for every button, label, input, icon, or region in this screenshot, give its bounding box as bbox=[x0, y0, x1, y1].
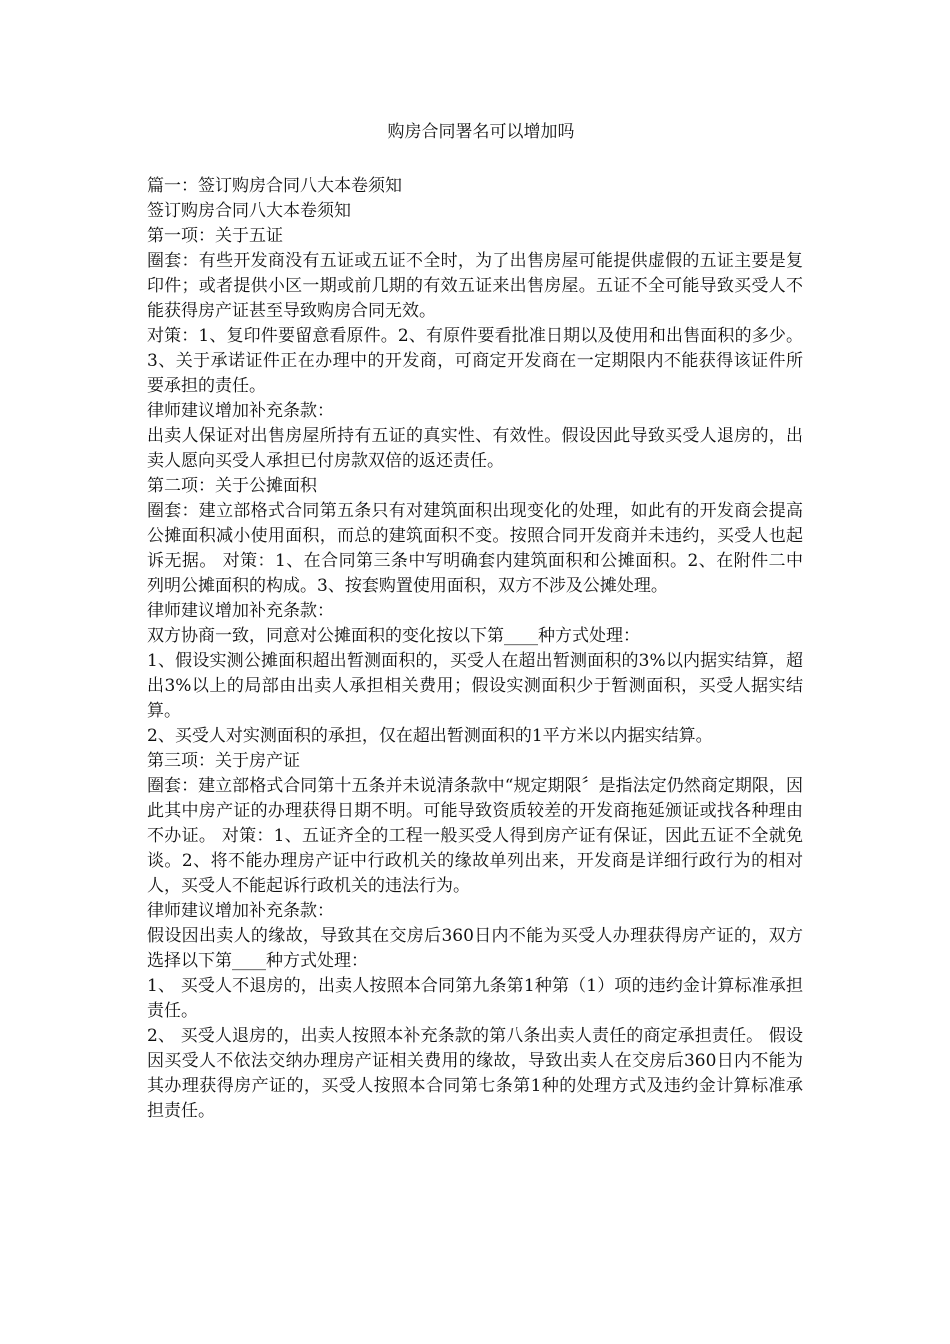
section-heading: 篇一：签订购房合同八大本卷须知 bbox=[147, 176, 402, 196]
paragraph: 圈套：有些开发商没有五证或五证不全时，为了出售房屋可能提供虚假的五证主要是复印件；或者提供小区一期或前几期的有效五证来出售房屋。五证不全可能导致买受人不能获得房产证甚至导致购房合同无效。 bbox=[147, 251, 803, 321]
document-title: 购房合同署名可以增加吗 bbox=[387, 122, 575, 142]
document-body bbox=[147, 174, 803, 1124]
item-heading: 第三项：关于房产证 bbox=[147, 751, 300, 771]
subheading: 签订购房合同八大本卷须知 bbox=[147, 201, 351, 221]
paragraph: 圈套：建立部格式合同第五条只有对建筑面积出现变化的处理，如此有的开发商会提高公摊面积减小使用面积，而总的建筑面积不变。按照合同开发商并未违约，买受人也起诉无据。 对策：1、在合同第三条中写明确套内建筑面积和公摊面积。2、在附件二中列明公摊面积的构成。3、按套购置使用面积，双方不涉及公摊处理。 bbox=[147, 501, 803, 596]
paragraph: 对策：1、复印件要留意看原件。2、有原件要看批准日期以及使用和出售面积的多少。3、关于承诺证件正在办理中的开发商，可商定开发商在一定期限内不能获得该证件所要承担的责任。 bbox=[147, 326, 803, 396]
paragraph: 出卖人保证对出售房屋所持有五证的真实性、有效性。假设因此导致买受人退房的，出卖人愿向买受人承担已付房款双倍的返还责任。 bbox=[147, 426, 803, 471]
clause-heading: 律师建议增加补充条款： bbox=[147, 901, 334, 921]
paragraph: 圈套：建立部格式合同第十五条并未说清条款中“规定期限〞是指法定仍然商定期限，因此其中房产证的办理获得日期不明。可能导致资质较差的开发商拖延颁证或找各种理由不办证。 对策：1、五证齐全的工程一般买受人得到房产证有保证，因此五证不全就免谈。2、将不能办理房产证中行政机关的缘故单列出来，开发商是详细行政行为的相对人，买受人不能起诉行政机关的违法行为。 bbox=[147, 776, 803, 896]
paragraph: 2、买受人对实测面积的承担，仅在超出暂测面积的1平方米以内据实结算。 bbox=[147, 726, 713, 746]
paragraph: 1、 买受人不退房的，出卖人按照本合同第九条第1种第（1）项的违约金计算标准承担责任。 bbox=[147, 976, 803, 1021]
paragraph: 2、 买受人退房的，出卖人按照本补充条款的第八条出卖人责任的商定承担责任。 假设因买受人不依法交纳办理房产证相关费用的缘故，导致出卖人在交房后360日内不能为其办理获得房产证的，买受人按照本合同第七条第1种的处理方式及违约金计算标准承担责任。 bbox=[147, 1026, 803, 1121]
item-heading: 第二项：关于公摊面积 bbox=[147, 476, 317, 496]
document-page bbox=[147, 120, 803, 1124]
paragraph: 1、假设实测公摊面积超出暂测面积的，买受人在超出暂测面积的3%以内据实结算，超出3%以上的局部由出卖人承担相关费用；假设实测面积少于暂测面积，买受人据实结算。 bbox=[147, 651, 803, 721]
clause-heading: 律师建议增加补充条款： bbox=[147, 601, 334, 621]
paragraph: 双方协商一致，同意对公摊面积的变化按以下第____种方式处理： bbox=[147, 626, 640, 646]
clause-heading: 律师建议增加补充条款： bbox=[147, 401, 334, 421]
item-heading: 第一项：关于五证 bbox=[147, 226, 283, 246]
paragraph: 假设因出卖人的缘故，导致其在交房后360日内不能为买受人办理获得房产证的，双方选择以下第____种方式处理： bbox=[147, 926, 803, 971]
